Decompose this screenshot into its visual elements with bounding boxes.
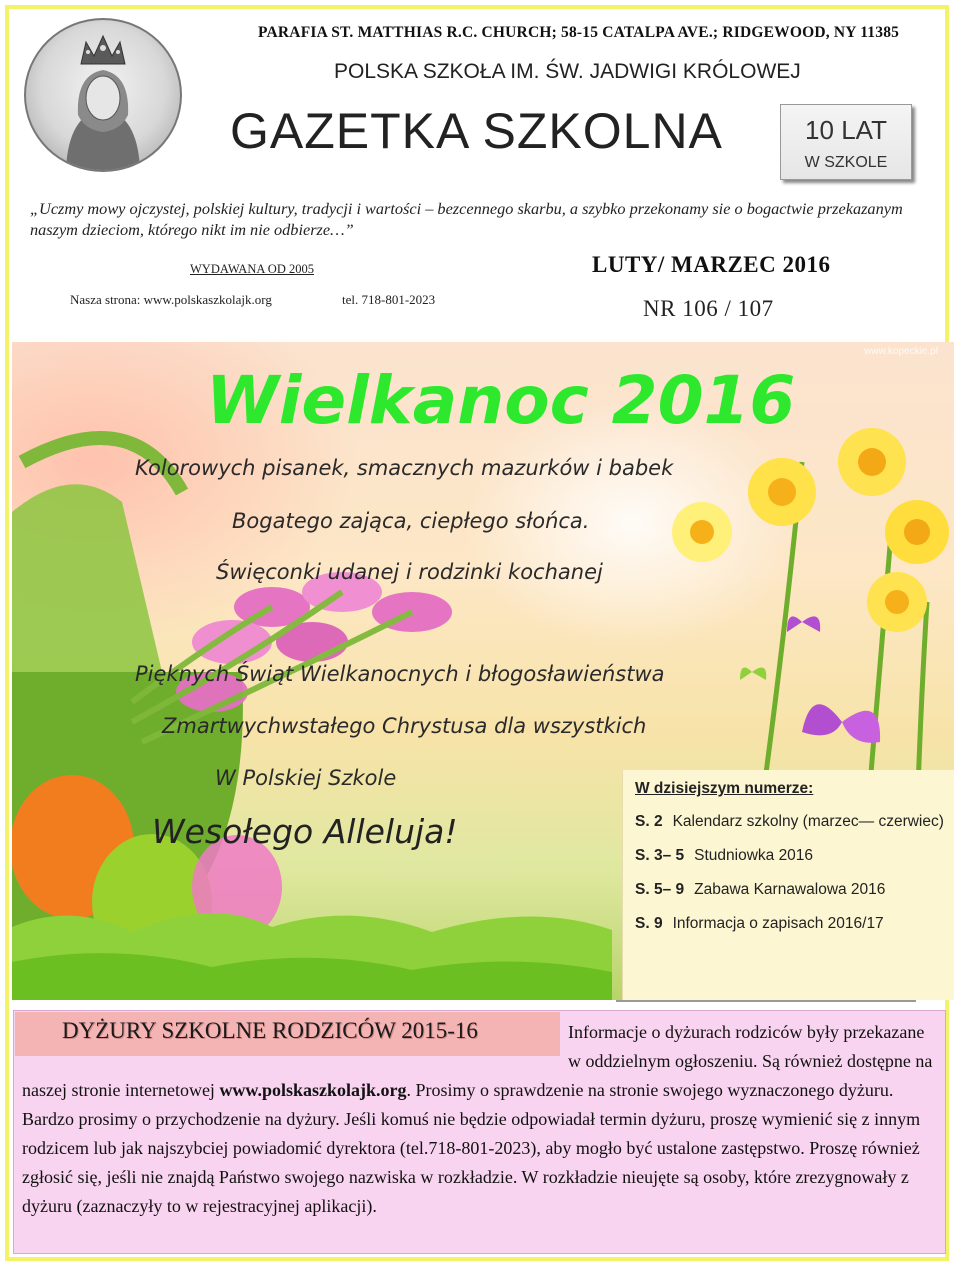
issue-number: NR 106 / 107 (643, 296, 774, 321)
wish-line-3: Święconki udanej i rodzinki kochanej (216, 560, 603, 584)
toc-item (635, 844, 954, 868)
duty-section-title: DYŻURY SZKOLNE RODZICÓW 2015-16 (62, 1018, 478, 1043)
website-label: Nasza strona: www.polskaszkolajk.org (70, 292, 272, 307)
alleluja-greeting: Wesołego Alleluja! (152, 812, 458, 851)
in-this-issue-heading: W dzisiejszym numerze: (635, 780, 814, 797)
easter-title: Wielkanoc 2016 (206, 362, 796, 439)
motto-quote: „Uczmy mowy ojczystej, polskiej kultury, tradycji i wartości – bezcennego skarbu, a szybko przekonamy sie o bogactwie przekazanym naszym dzieciom, którego nikt im nie odbierze…” (30, 199, 903, 239)
toc-item (635, 810, 954, 834)
saint-jadwiga-portrait (24, 18, 182, 172)
toc-pages: S. 5– 9 (635, 881, 685, 898)
anniversary-caption: W SZKOLE (804, 154, 888, 171)
website-link[interactable]: www.polskaszkolajk.org (219, 1080, 407, 1100)
toc-title: Studniowka 2016 (694, 847, 814, 864)
parish-address: PARAFIA ST. MATTHIAS R.C. CHURCH; 58-15 CATALPA AVE.; RIDGEWOOD, NY 11385 (258, 24, 900, 41)
toc-item (635, 878, 954, 902)
section-divider (616, 1000, 916, 1002)
wish-line-5: Zmartwychwstałego Chrystusa dla wszystkich (162, 714, 647, 738)
published-since: WYDAWANA OD 2005 (190, 262, 314, 276)
anniversary-badge (780, 104, 912, 180)
toc-pages: S. 2 (635, 813, 663, 830)
toc-item (635, 912, 954, 936)
wish-line-4: Pięknych Świąt Wielkanocnych i błogosławieństwa (135, 662, 665, 686)
image-watermark: www.kopeckie.pl (864, 346, 938, 357)
duty-text-body: . Prosimy o sprawdzenie na stronie swojego wyznaczonego dyżuru. Bardzo prosimy o przychodzenie na dyżury. Jeśli komuś nie będzie odpowiadał termin dyżuru, proszę wymienić się z innym rodzicem lub jak najszybciej powiadomić dyrektora (tel.718-801-2023), aby mogło być ustalone zastępstwo. Proszę również zgłosić się, jeśli nie znajdą Państwo swojego nazwiska w rozkładzie. W rozkładzie nieujęte są osoby, które zrezygnowały z dyżuru (zaznaczyły to w rejestracyjnej aplikacji). (22, 1080, 921, 1216)
green-butterfly-icon (740, 668, 766, 681)
toc-pages: S. 3– 5 (635, 847, 685, 864)
toc-pages: S. 9 (635, 915, 663, 932)
issue-date: LUTY/ MARZEC 2016 (592, 252, 831, 277)
gazette-title: GAZETKA SZKOLNA (230, 103, 723, 159)
toc-title: Kalendarz szkolny (marzec— czerwiec) (672, 813, 944, 830)
wish-line-6: W Polskiej Szkole (215, 766, 397, 790)
small-butterfly-icon (787, 616, 820, 632)
duty-announcement (22, 1018, 940, 1221)
phone-number: tel. 718-801-2023 (342, 292, 436, 307)
toc-title: Informacja o zapisach 2016/17 (672, 915, 884, 932)
butterfly-icon (802, 704, 880, 743)
anniversary-years: 10 LAT (805, 115, 887, 145)
portrait-drawing-icon (26, 20, 180, 170)
in-this-issue-box (622, 770, 954, 1000)
easter-banner (12, 342, 954, 1000)
wish-line-1: Kolorowych pisanek, smacznych mazurków i babek (135, 456, 674, 480)
toc-title: Zabawa Karnawalowa 2016 (694, 881, 886, 898)
duty-text-intro: Informacje o dyżurach rodziców były przekazane w oddzielnym ogłoszeniu. Są również dostępne na naszej stronie internetowej (22, 1022, 933, 1100)
school-name: POLSKA SZKOŁA IM. ŚW. JADWIGI KRÓLOWEJ (334, 60, 801, 83)
wish-line-2: Bogatego zająca, ciepłego słońca. (232, 509, 590, 533)
